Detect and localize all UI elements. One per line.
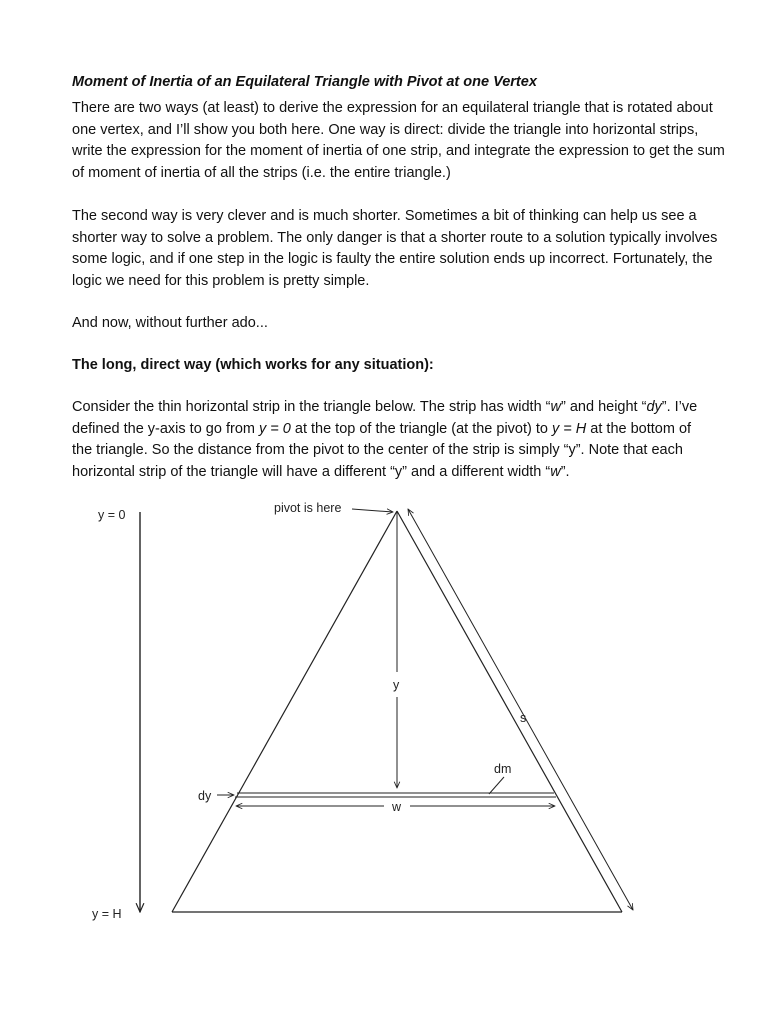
text-run: at the top of the triangle (at the pivot) to [294, 420, 553, 437]
text-line: shorter way to solve a problem. The only danger is that a shorter route to a solution typically involves [72, 229, 718, 246]
paragraph-strip-description [72, 397, 712, 483]
text-line [72, 397, 712, 419]
text-run: horizontal strip of the triangle will have a different “y” and a different width “ [72, 463, 551, 480]
paragraph-second-way [72, 206, 718, 292]
paragraph-transition: And now, without further ado... [72, 315, 268, 331]
text-line [72, 462, 712, 484]
page-title: Moment of Inertia of an Equilateral Triangle with Pivot at one Vertex [72, 74, 537, 90]
text-line: logic we need for this problem is pretty simple. [72, 272, 370, 289]
text-line: There are two ways (at least) to derive the expression for an equilateral triangle that is rotated about [72, 100, 713, 116]
text-line: some logic, and if one step in the logic is faulty the entire solution ends up incorrect. Fortunately, the [72, 251, 713, 267]
label-y-zero: y = 0 [98, 508, 126, 522]
text-line: the triangle. So the distance from the pivot to the center of the strip is simply “y”. Note that each [72, 442, 683, 458]
pivot-arrow [352, 509, 393, 512]
label-dy: dy [198, 789, 212, 803]
text-run: ”. [560, 463, 570, 480]
text-run-italic: w [550, 399, 561, 415]
text-line: one vertex, and I’ll show you both here. One way is direct: divide the triangle into horizontal strips, [72, 121, 699, 138]
text-run: defined the y-axis to go from [72, 420, 259, 437]
text-line: The second way is very clever and is much shorter. Sometimes a bit of thinking can help us see a [72, 208, 697, 224]
section-heading: The long, direct way (which works for any situation): [72, 357, 434, 373]
label-pivot: pivot is here [274, 501, 342, 515]
text-line: write the expression for the moment of inertia of one strip, and integrate the expression to get the sum [72, 143, 725, 159]
text-run: Consider the thin horizontal strip in the triangle below. The strip has width “ [72, 399, 551, 415]
equation-y-zero: y = 0 [259, 420, 291, 437]
text-run: ” and height “ [560, 399, 647, 415]
text-run-italic: w [550, 463, 561, 480]
triangle-left-side [172, 511, 397, 912]
paragraph-intro [72, 98, 725, 184]
label-y-distance: y [393, 678, 400, 692]
side-length-arrow [408, 509, 633, 910]
label-width: w [392, 800, 402, 814]
triangle-diagram [0, 490, 768, 940]
text-line: of moment of inertia of all the strips (i.e. the entire triangle.) [72, 164, 451, 181]
triangle-right-side [397, 511, 622, 912]
text-run: ”. I’ve [661, 399, 698, 415]
triangle-figure [0, 490, 768, 940]
label-y-h: y = H [92, 907, 122, 921]
equation-y-h: y = H [552, 420, 587, 437]
label-side-length: s [520, 711, 527, 725]
text-line [72, 419, 712, 441]
label-dm: dm [494, 762, 512, 776]
text-run-italic: dy [646, 399, 662, 415]
text-run: at the bottom of [590, 420, 692, 437]
dm-pointer [489, 777, 504, 794]
